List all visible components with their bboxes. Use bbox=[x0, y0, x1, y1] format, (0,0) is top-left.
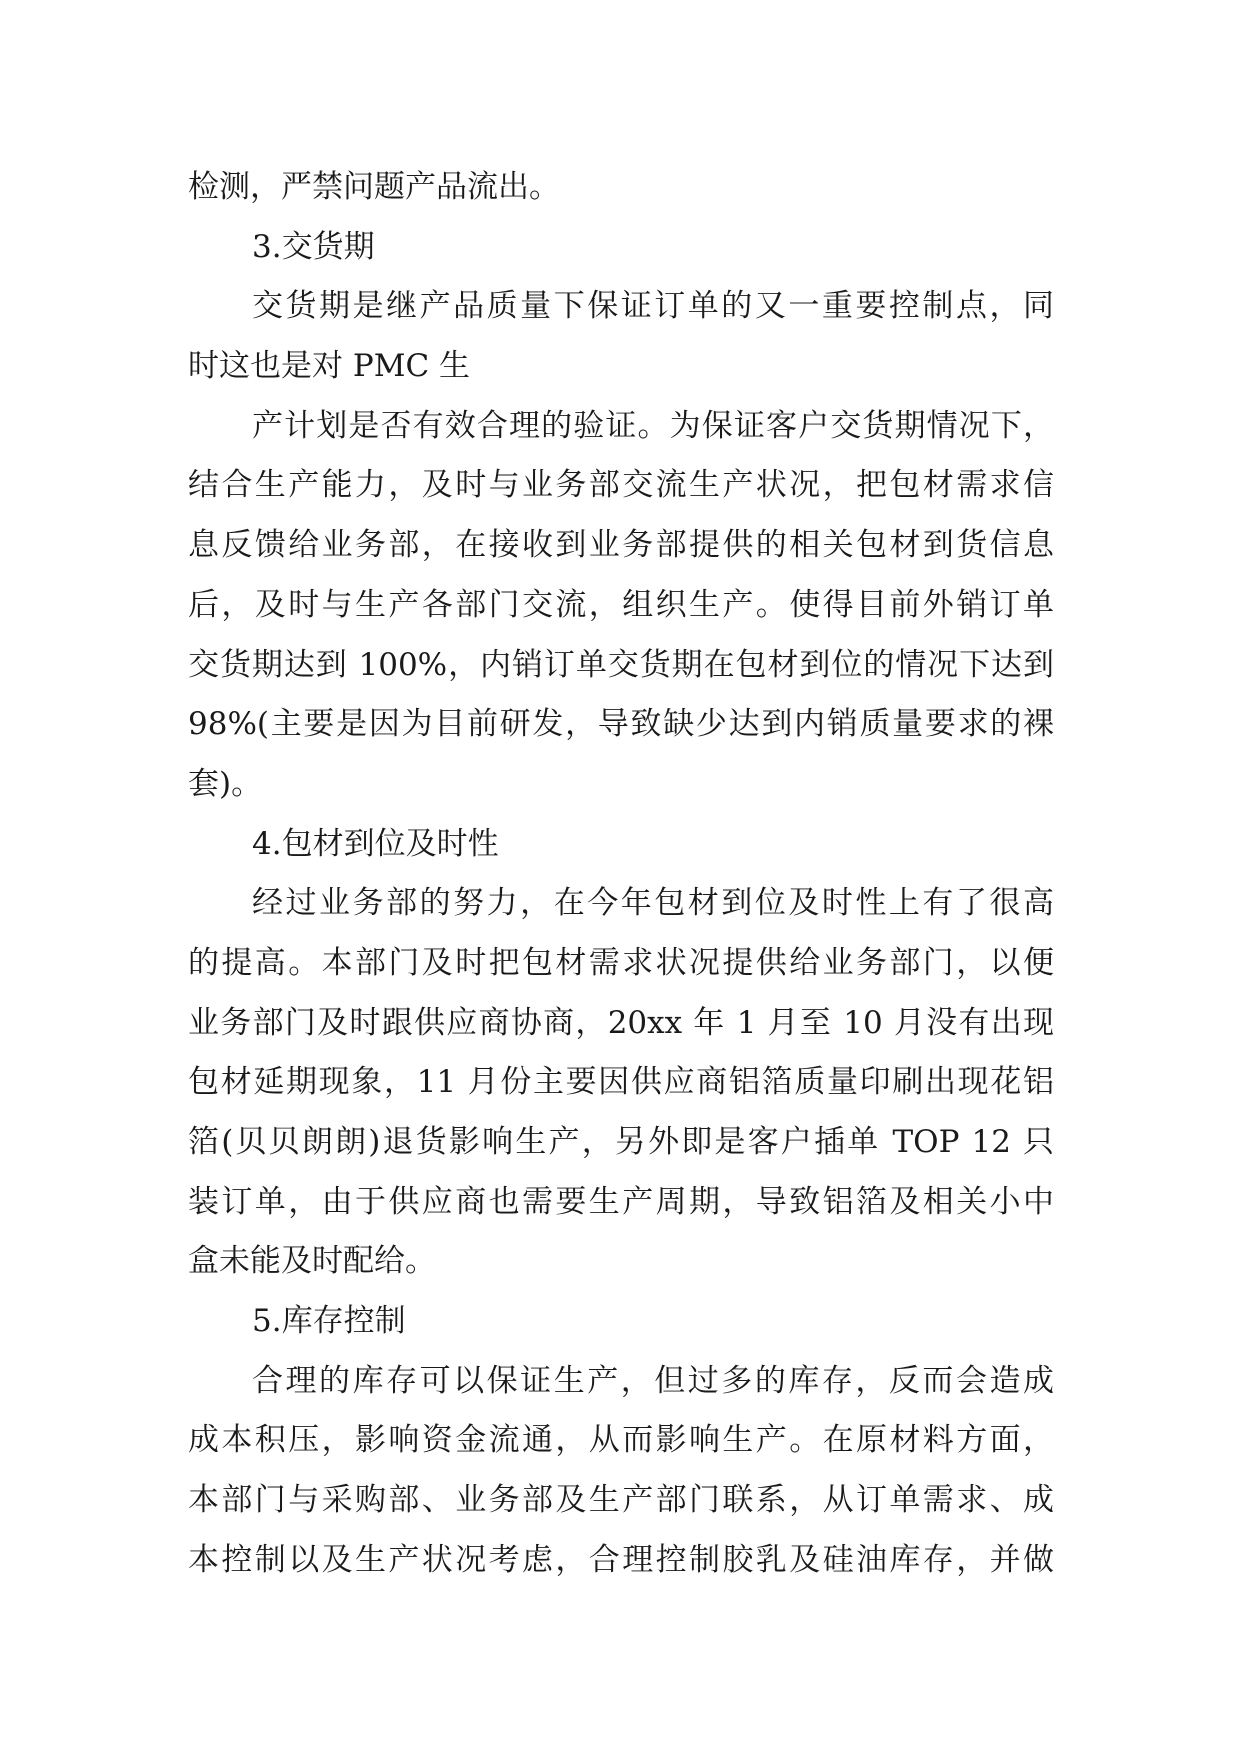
text-line: 检测，严禁问题产品流出。 bbox=[188, 169, 560, 205]
text-line: 经过业务部的努力，在今年包材到位及时性上有了很高 bbox=[252, 885, 1054, 922]
text-line: 结合生产能力，及时与业务部交流生产状况，把包材需求信 bbox=[188, 467, 1054, 504]
text-line: 本部门与采购部、业务部及生产部门联系，从订单需求、成 bbox=[188, 1482, 1054, 1519]
text-line: 后，及时与生产各部门交流，组织生产。使得目前外销订单 bbox=[188, 586, 1054, 623]
text-line: 本控制以及生产状况考虑，合理控制胶乳及硅油库存，并做 bbox=[188, 1541, 1054, 1578]
document-body bbox=[188, 158, 1054, 1591]
text-line: 交货期达到 100%，内销订单交货期在包材到位的情况下达到 bbox=[188, 646, 1054, 683]
section-heading: 3.交货期 bbox=[252, 228, 375, 265]
text-line: 包材延期现象，11 月份主要因供应商铝箔质量印刷出现花铝 bbox=[188, 1064, 1054, 1101]
text-line: 的提高。本部门及时把包材需求状况提供给业务部门，以便 bbox=[188, 944, 1054, 981]
text-line: 装订单，由于供应商也需要生产周期，导致铝箔及相关小中 bbox=[188, 1183, 1054, 1220]
text-line: 时这也是对 PMC 生 bbox=[188, 348, 471, 385]
text-line: 98%(主要是因为目前研发，导致缺少达到内销质量要求的裸 bbox=[188, 706, 1054, 743]
text-line: 息反馈给业务部，在接收到业务部提供的相关包材到货信息 bbox=[188, 527, 1054, 564]
text-line: 箔(贝贝朗朗)退货影响生产，另外即是客户插单 TOP 12 只 bbox=[188, 1124, 1054, 1160]
text-line: 业务部门及时跟供应商协商，20xx 年 1 月至 10 月没有出现 bbox=[188, 1004, 1054, 1041]
text-line: 盒未能及时配给。 bbox=[188, 1243, 436, 1280]
section-heading: 5.库存控制 bbox=[252, 1303, 406, 1340]
text-line: 产计划是否有效合理的验证。为保证客户交货期情况下， bbox=[252, 407, 1054, 444]
text-line: 交货期是继产品质量下保证订单的又一重要控制点，同 bbox=[252, 288, 1054, 325]
text-line: 合理的库存可以保证生产，但过多的库存，反而会造成 bbox=[252, 1362, 1054, 1399]
text-line: 套)。 bbox=[188, 765, 263, 802]
text-line: 成本积压，影响资金流通，从而影响生产。在原材料方面， bbox=[188, 1422, 1054, 1459]
section-heading: 4.包材到位及时性 bbox=[252, 825, 499, 862]
